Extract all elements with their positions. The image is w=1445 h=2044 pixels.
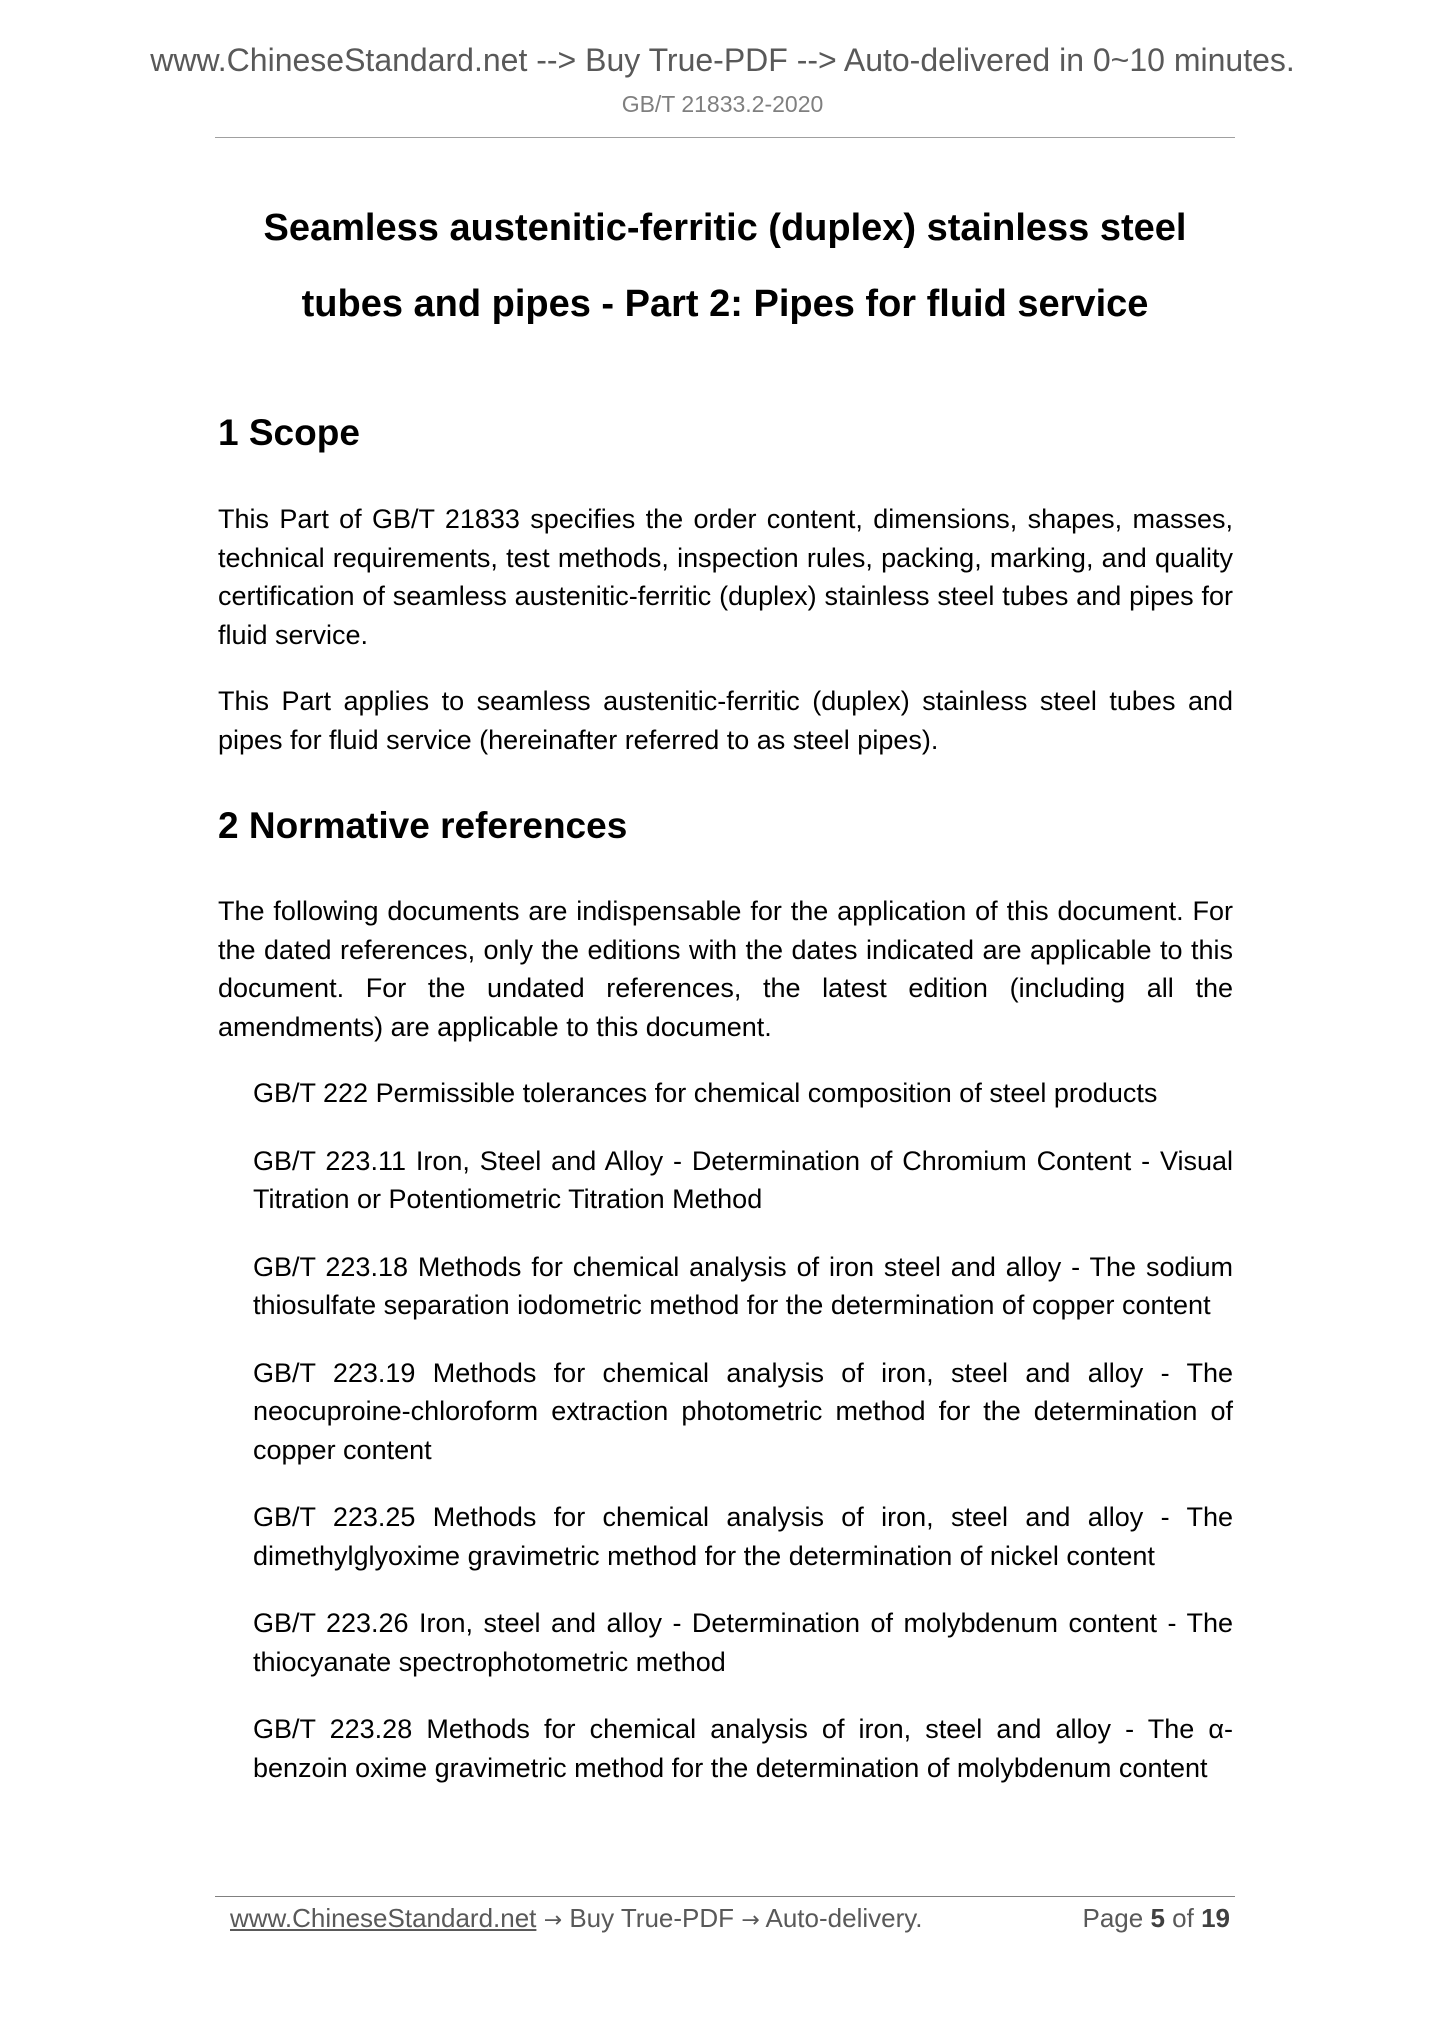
page-current: 5 <box>1150 1903 1165 1933</box>
document-code: GB/T 21833.2-2020 <box>621 91 824 117</box>
section-heading-scope: 1 Scope <box>218 412 360 453</box>
reference-item: GB/T 223.11 Iron, Steel and Alloy - Determination of Chromium Content - Visual Titration or Potentiometric Titration Method <box>253 1145 1233 1214</box>
scope-paragraph-1: This Part of GB/T 21833 specifies the order content, dimensions, shapes, masses, technical requirements, test methods, inspection rules, packing, marking, and quality certification of seamless austenitic-ferritic (duplex) stainless steel tubes and pipes for fluid service. <box>218 504 1233 650</box>
page-label: Page <box>1082 1903 1144 1933</box>
title-line-2: tubes and pipes - Part 2: Pipes for fluid service <box>301 283 1149 325</box>
scope-paragraph-2: This Part applies to seamless austenitic-ferritic (duplex) stainless steel tubes and pipes for fluid service (hereinafter referred to as steel pipes). <box>218 686 1233 755</box>
header-divider <box>215 137 1235 138</box>
reference-item: GB/T 223.19 Methods for chemical analysis of iron, steel and alloy - The neocuproine-chloroform extraction photometric method for the determination of copper content <box>253 1357 1233 1465</box>
normative-intro-paragraph: The following documents are indispensable for the application of this document. For the dated references, only the editions with the dates indicated are applicable to this document. For the undated references, the latest edition (including all the amendments) are applicable to this document. <box>218 896 1233 1042</box>
title-line-1: Seamless austenitic-ferritic (duplex) stainless steel <box>263 207 1187 249</box>
right-arrow-icon: → <box>543 1908 563 1933</box>
page-total: 19 <box>1201 1903 1230 1933</box>
page-number <box>1082 1898 1230 1938</box>
footer-site-link[interactable]: www.ChineseStandard.net <box>230 1903 537 1933</box>
reference-item: GB/T 223.25 Methods for chemical analysis of iron, steel and alloy - The dimethylglyoxime gravimetric method for the determination of nickel content <box>253 1502 1233 1571</box>
footer-left <box>230 1898 923 1941</box>
right-arrow-icon: → <box>741 1908 760 1933</box>
footer-delivery-text: Auto-delivery. <box>765 1903 923 1933</box>
section-heading-normative-references: 2 Normative references <box>218 805 628 846</box>
page-footer <box>230 1898 1230 1938</box>
reference-list <box>253 1074 1233 1816</box>
footer-divider <box>215 1896 1235 1897</box>
reference-item: GB/T 223.18 Methods for chemical analysis of iron steel and alloy - The sodium thiosulfate separation iodometric method for the determination of copper content <box>253 1251 1233 1320</box>
top-banner: www.ChineseStandard.net --> Buy True-PDF --> Auto-delivered in 0~10 minutes. <box>150 42 1295 78</box>
reference-item: GB/T 223.26 Iron, steel and alloy - Determination of molybdenum content - The thiocyanate spectrophotometric method <box>253 1608 1233 1677</box>
footer-buy-text: Buy True-PDF <box>569 1903 735 1933</box>
page-of-label: of <box>1172 1903 1194 1933</box>
document-title <box>215 190 1235 342</box>
reference-item: GB/T 223.28 Methods for chemical analysis of iron, steel and alloy - The α-benzoin oxime gravimetric method for the determination of molybdenum content <box>253 1714 1233 1783</box>
reference-item: GB/T 222 Permissible tolerances for chemical composition of steel products <box>253 1078 1158 1108</box>
